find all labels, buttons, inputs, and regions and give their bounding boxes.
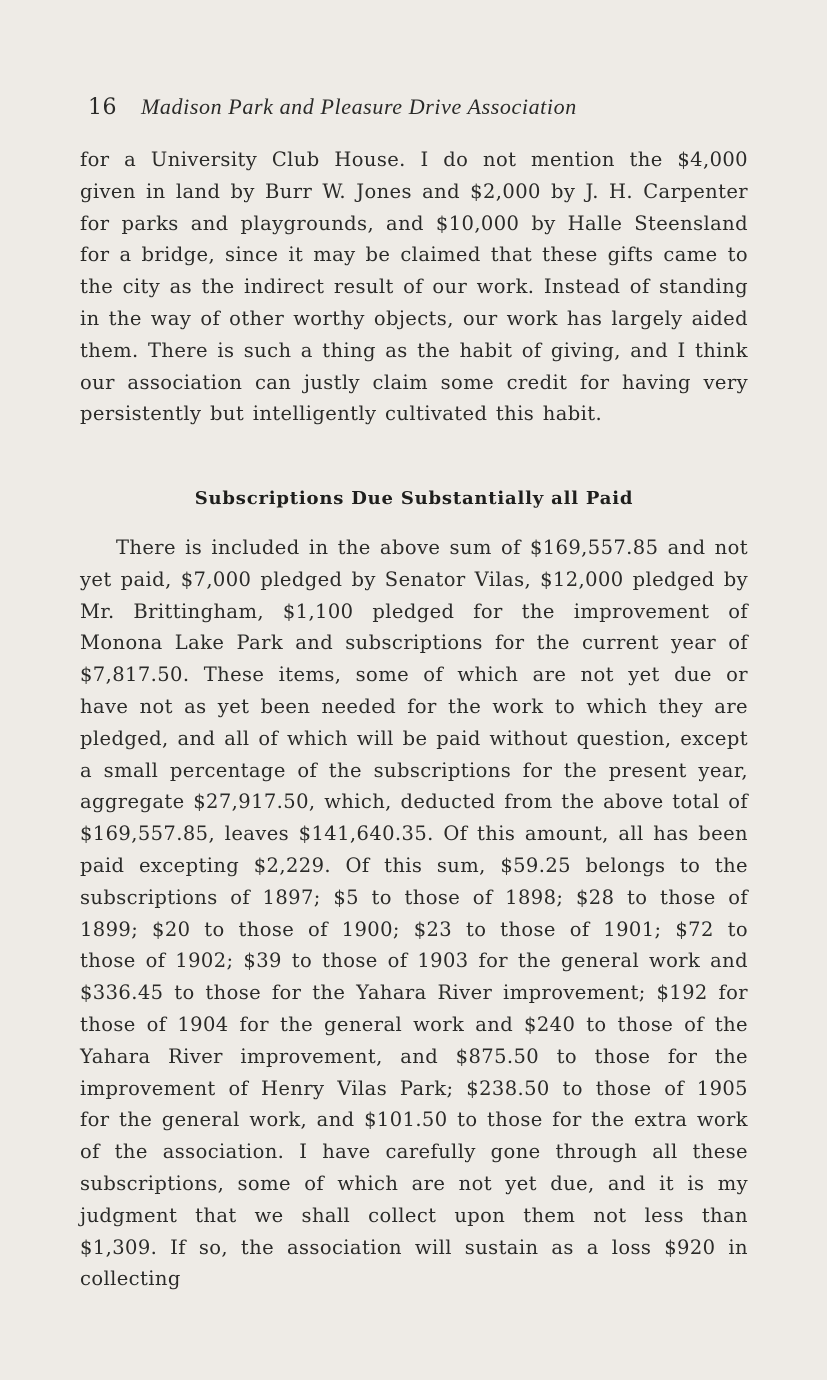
section-heading: Subscriptions Due Substantially all Paid (194, 488, 634, 509)
body-paragraph-2: There is included in the above sum of $169,557.85 and not yet paid, $7,000 pledged by Senator Vilas, $12,000 pledged by Mr. Brittingham, $1,100 pledged for the improvement of Monona Lake Park and subscriptions for the current year of $7,817.50. These items, some of which are not yet due or have not as yet been needed for the work to which they are pledged, and all of which will be paid without question, except a small percentage of the subscriptions for the present year, aggregate $27,917.50, which, deducted from the above total of $169,557.85, leaves $141,640.35. Of this amount, all has been paid excepting $2,229. Of this sum, $59.25 belongs to the subscriptions of 1897; $5 to those of 1898; $28 to those of 1899; $20 to those of 1900; $23 to those of 1901; $72 to those of 1902; $39 to those of 1903 for the general work and $336.45 to those for the Yahara River improvement; $192 for those of 1904 for the general work and $240 to those of the Yahara River improvement, and $875.50 to those for the improvement of Henry Vilas Park; $238.50 to those of 1905 for the general work, and $101.50 to those for the extra work of the association. I have carefully gone through all these subscriptions, some of which are not yet due, and it is my judgment that we shall collect upon them not less than $1,309. If so, the association will sustain as a loss $920 in collecting (80, 536, 748, 1291)
running-title: Madison Park and Pleasure Drive Association (141, 94, 577, 119)
body-paragraph-1: for a University Club House. I do not mention the $4,000 given in land by Burr W. Jones and $2,000 by J. H. Carpenter for parks and playgrounds, and $10,000 by Halle Steensland for a bridge, since it may be claimed that these gifts came to the city as the indirect result of our work. Instead of standing in the way of other worthy objects, our work has largely aided them. There is such a thing as the habit of giving, and I think our association can justly claim some credit for having very persistently but intelligently cultivated this habit. (80, 148, 748, 426)
running-header (88, 90, 748, 124)
page-number: 16 (88, 95, 117, 120)
